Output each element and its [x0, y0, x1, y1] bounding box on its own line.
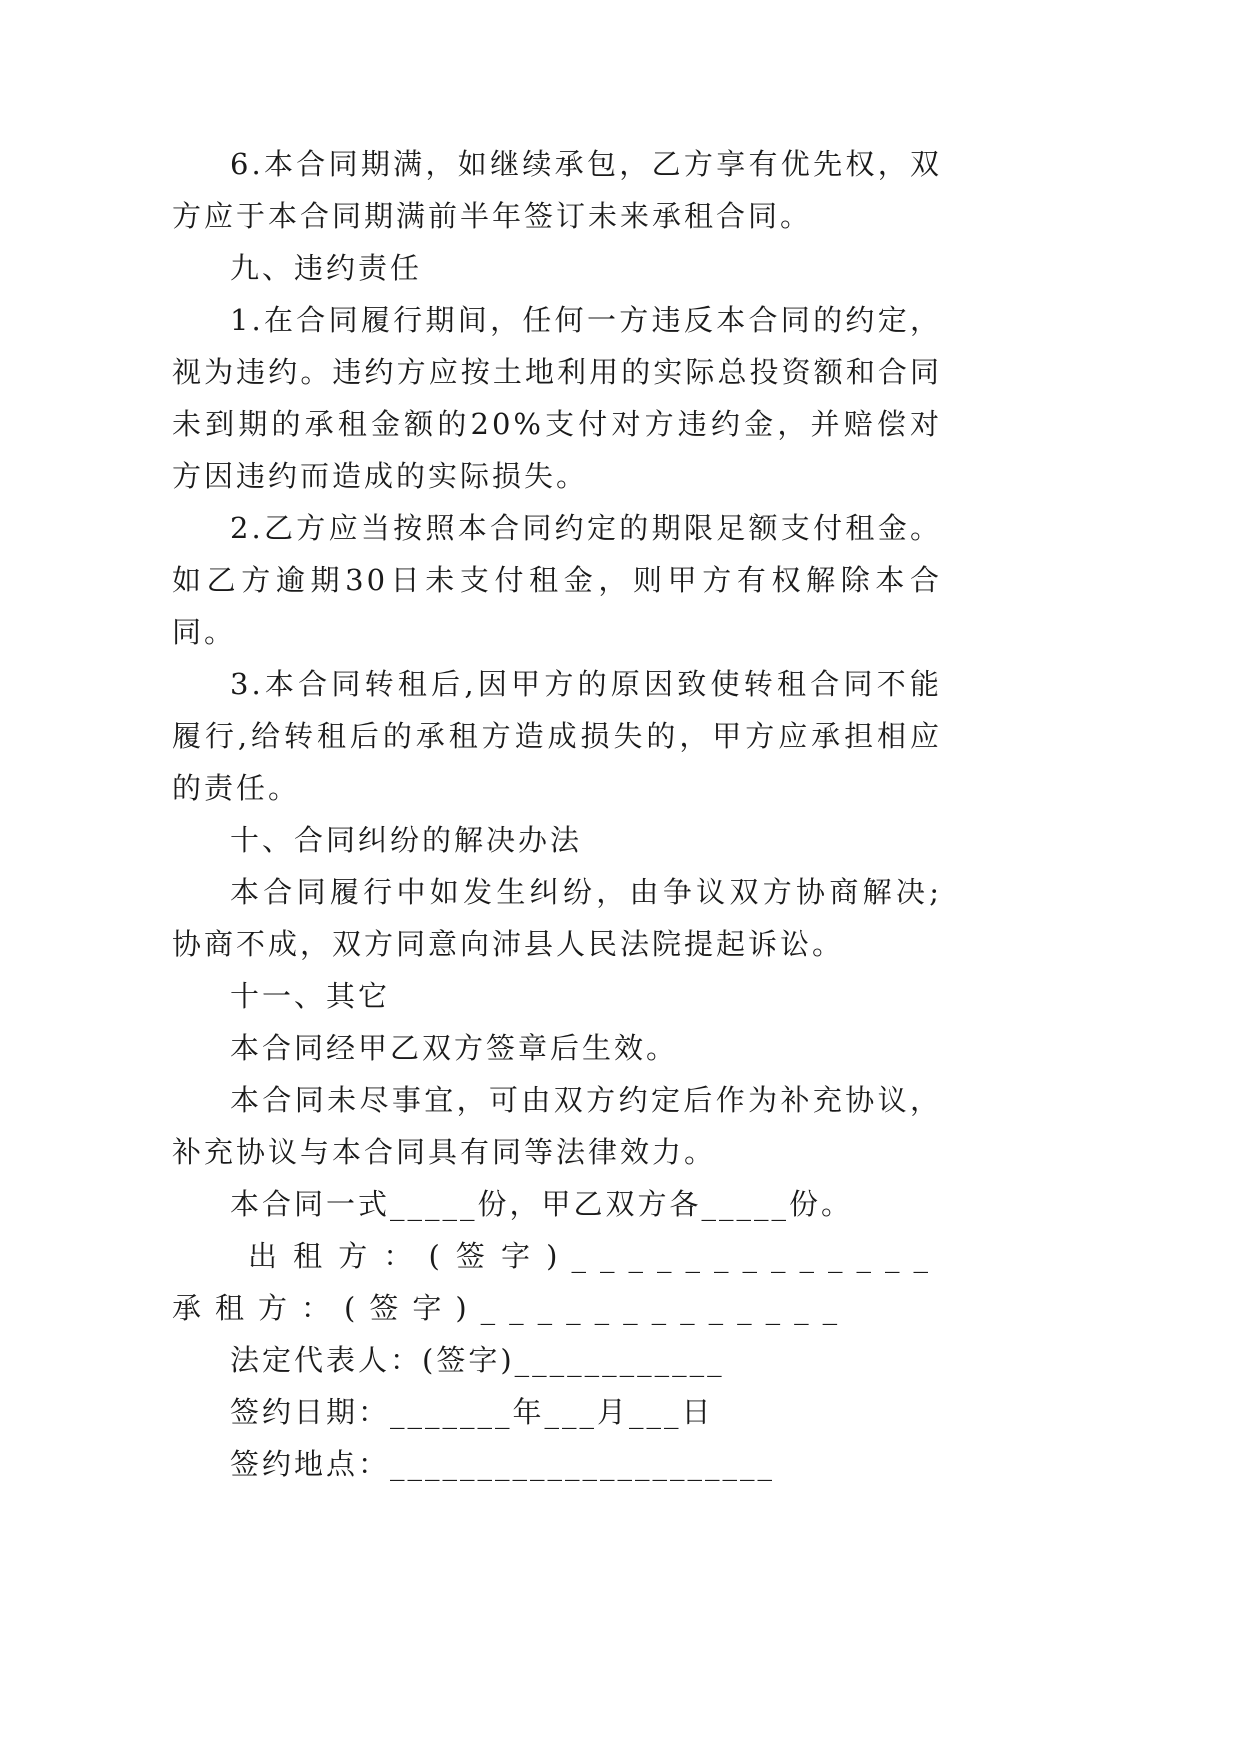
dispute-resolution-text: 本合同履行中如发生纠纷，由争议双方协商解决;协商不成，双方同意向沛县人民法院提起诉讼。	[172, 875, 942, 961]
clause-9-3: 3.本合同转租后,因甲方的原因致使转租合同不能履行,给转租后的承租方造成损失的，甲方应承担相应的责任。	[172, 667, 942, 805]
effective-clause: 本合同经甲乙双方签章后生效。	[230, 1031, 679, 1065]
section-heading-other: 十一、其它	[230, 979, 391, 1013]
signing-place-line: 签约地点：______________________	[230, 1447, 776, 1481]
signature-parties-line: 出租方：(签字)_____________承租方：(签字)_____________	[172, 1239, 942, 1325]
section-heading-breach: 九、违约责任	[230, 251, 423, 285]
signing-date-line: 签约日期：_______年___月___日	[230, 1395, 714, 1429]
supplement-clause: 本合同未尽事宜，可由双方约定后作为补充协议，补充协议与本合同具有同等法律效力。	[172, 1083, 942, 1169]
copies-clause: 本合同一式_____份，甲乙双方各_____份。	[230, 1187, 854, 1221]
legal-representative-line: 法定代表人：(签字)____________	[230, 1343, 725, 1377]
clause-9-2: 2.乙方应当按照本合同约定的期限足额支付租金。如乙方逾期30日未支付租金，则甲方有权解除本合同。	[172, 511, 942, 649]
clause-9-1: 1.在合同履行期间，任何一方违反本合同的约定，视为违约。违约方应按土地利用的实际总投资额和合同未到期的承租金额的20%支付对方违约金，并赔偿对方因违约而造成的实际损失。	[172, 303, 942, 493]
document-body	[172, 138, 942, 1490]
clause-8-6: 6.本合同期满，如继续承包，乙方享有优先权，双方应于本合同期满前半年签订未来承租合同。	[172, 147, 942, 233]
section-heading-disputes: 十、合同纠纷的解决办法	[230, 823, 583, 857]
